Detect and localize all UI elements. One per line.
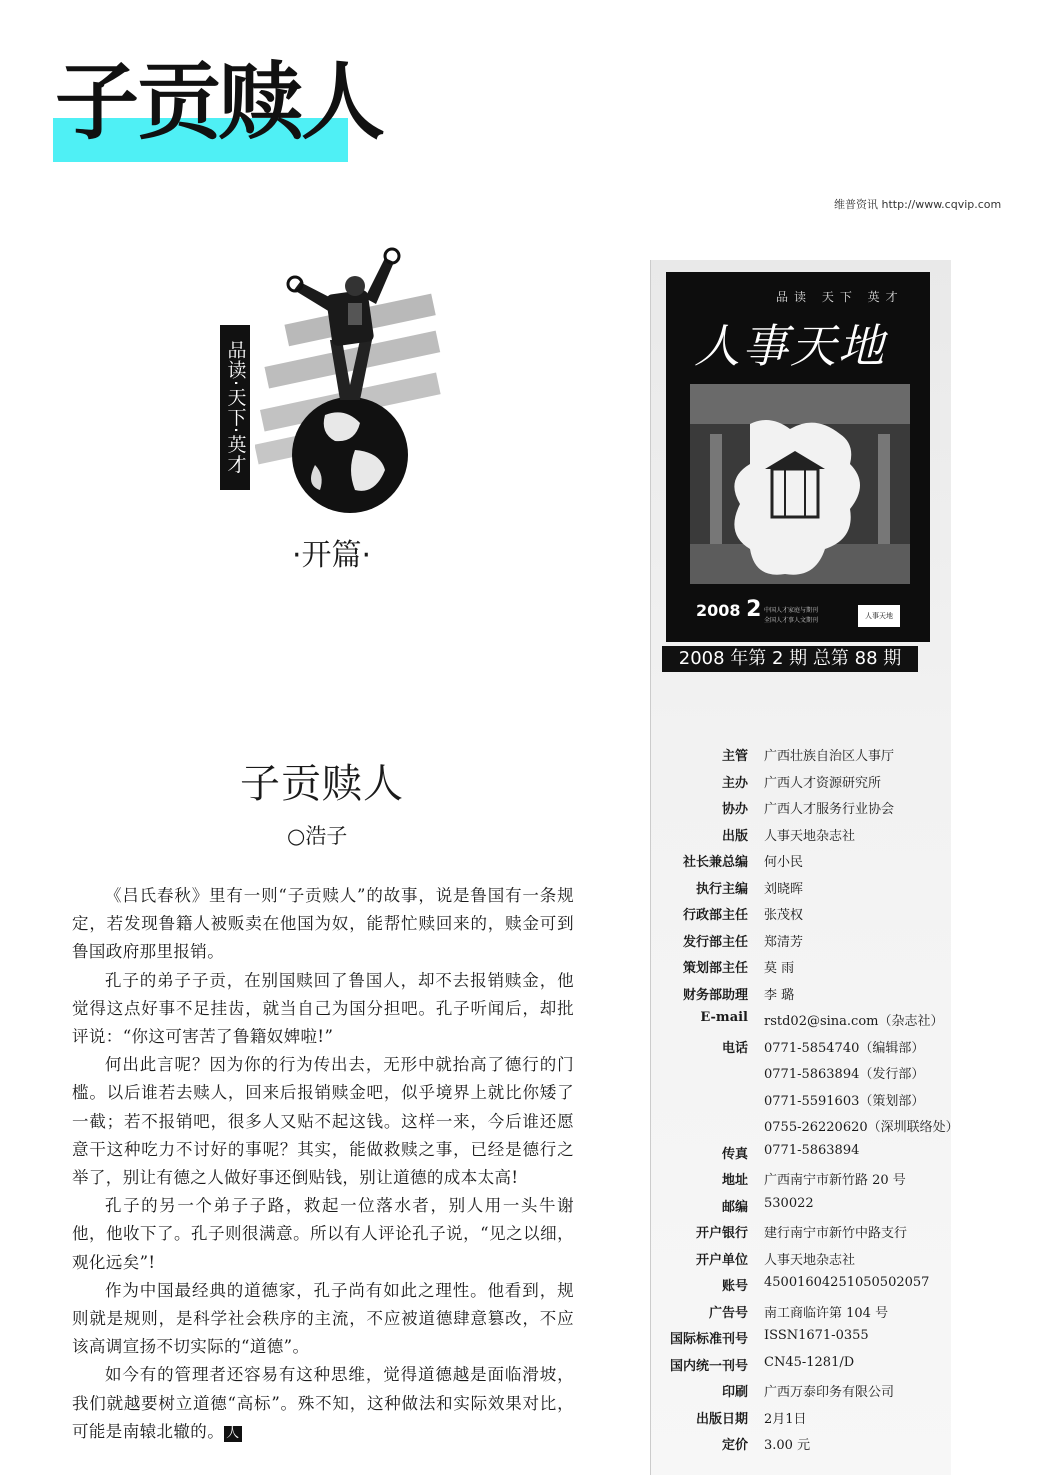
cover-slogan: 品读 天下 英才 (776, 290, 904, 304)
info-value: 2月1日 (764, 1411, 807, 1427)
info-row (0, 1381, 1044, 1407)
info-row (0, 1222, 1044, 1248)
info-label: 印刷 (721, 1385, 748, 1400)
column-name: ·开篇· (292, 538, 372, 573)
cover-issue (696, 597, 761, 622)
info-row (0, 1434, 1044, 1460)
info-value: 广西人才资源研究所 (764, 775, 882, 791)
issue-banner: 2008 年第 2 期 总第 88 期 (662, 646, 918, 672)
cover-publisher-line: 全国人才事人文期刊 (764, 617, 819, 624)
info-value: 广西万泰印务有限公司 (764, 1385, 895, 1400)
info-label: 账号 (721, 1279, 748, 1294)
info-label: 策划部主任 (682, 961, 748, 976)
info-row (0, 1037, 1044, 1063)
info-label: 执行主编 (695, 881, 748, 897)
cover-publisher (764, 606, 818, 626)
info-value: rstd02@sina.com（杂志社） (764, 1014, 944, 1029)
info-value: 3.00 元 (764, 1438, 811, 1453)
paragraph: 孔子的弟子子贡，在别国赎回了鲁国人，却不去报销赎金，他觉得这点好事不足挂齿，就当自己为国分担吧。孔子听闻后，却批评说：“你这可害苦了鲁籍奴婢啦!” (72, 970, 574, 1047)
article-title: 子贡赎人 (240, 761, 404, 807)
info-value: ISSN1671-0355 (764, 1328, 869, 1343)
paragraph: 孔子的另一个弟子子路，救起一位落水者，别人用一头牛谢他，他收下了。孔子则很满意。所以有人评论孔子说，“见之以细，观化远矣”! (72, 1196, 574, 1272)
info-value: 45001604251050502057 (764, 1275, 930, 1290)
info-row (0, 825, 1044, 851)
paragraph: 作为中国最经典的道德家，孔子尚有如此之理性。他看到，规则就是规则，是科学社会秩序的主流，不应被道德肆意篡改，不应该高调宣扬不切实际的“道德”。 (72, 1280, 574, 1357)
info-label: 国内统一刊号 (669, 1358, 748, 1374)
info-label: 出版 (721, 828, 748, 844)
article-author: ○浩子 (287, 824, 348, 848)
info-value: 0771-5863894 (764, 1142, 860, 1158)
info-row (0, 745, 1044, 771)
info-row (0, 1408, 1044, 1434)
info-label: 出版日期 (695, 1411, 748, 1427)
cover-title: 人事天地 (694, 319, 886, 373)
info-value: 0771-5854740（编辑部） (764, 1040, 925, 1056)
info-row (0, 878, 1044, 904)
info-row (0, 1196, 1044, 1222)
info-row (0, 1143, 1044, 1169)
info-row (0, 1063, 1044, 1089)
info-row (0, 984, 1044, 1010)
info-label: 主办 (721, 775, 748, 791)
info-row (0, 1169, 1044, 1195)
info-value: 郑清芳 (764, 934, 804, 950)
info-value: 刘晓晖 (764, 881, 804, 897)
info-value: 广西南宁市新竹路 20 号 (764, 1173, 906, 1188)
info-row (0, 1355, 1044, 1381)
info-value: 广西壮族自治区人事厅 (764, 749, 895, 764)
paragraph: 何出此言呢？因为你的行为传出去，无形中就抬高了德行的门槛。以后谁若去赎人，回来后报销赎金吧，似乎境界上就比你矮了一截；若不报销吧，很多人又贴不起这钱。这样一来，今后谁还愿意干这种吃力不讨好的事呢？其实，能做救赎之事，已经是德行之举了，别让有德之人做好事还倒贴钱，别让道德的成本太高! (72, 1055, 574, 1188)
info-value: CN45-1281/D (764, 1354, 855, 1370)
info-row (0, 1010, 1044, 1036)
info-label: 社长兼总编 (682, 855, 748, 870)
info-row (0, 904, 1044, 930)
info-value: 建行南宁市新竹中路支行 (764, 1226, 908, 1241)
magazine-cover (666, 272, 930, 642)
info-row (0, 772, 1044, 798)
info-label: 主管 (721, 749, 748, 764)
cover-issue-number: 2 (746, 597, 762, 622)
info-value: 南工商临许第 104 号 (764, 1305, 889, 1321)
info-row (0, 851, 1044, 877)
info-label: 发行部主任 (682, 934, 748, 950)
cover-logo: 人事天地 (858, 605, 900, 627)
info-row (0, 1090, 1044, 1116)
info-row (0, 957, 1044, 983)
info-row (0, 1249, 1044, 1275)
info-row (0, 1116, 1044, 1142)
info-label: 广告号 (708, 1305, 748, 1321)
info-label: 地址 (721, 1173, 748, 1188)
info-label: 国际标准刊号 (669, 1332, 748, 1347)
info-value: 0771-5863894（发行部） (764, 1067, 925, 1082)
info-value: 0771-5591603（策划部） (764, 1093, 925, 1109)
info-value: 莫 雨 (764, 961, 795, 976)
info-label: 邮编 (721, 1199, 748, 1215)
globe-figure-illustration (255, 240, 455, 520)
info-value: 张茂权 (764, 908, 804, 923)
info-row (0, 1328, 1044, 1354)
info-value: 人事天地杂志社 (764, 828, 856, 844)
info-label: 传真 (721, 1146, 748, 1162)
watermark: 维普资讯 http://www.cqvip.com (834, 198, 1002, 211)
column-label: 品读·天下·英才 (220, 325, 250, 490)
info-label: E-mail (700, 1010, 748, 1025)
info-row (0, 1302, 1044, 1328)
info-value: 何小民 (764, 855, 804, 870)
info-label: 开户单位 (695, 1252, 748, 1268)
page-header-title: 子贡赎人 (55, 53, 384, 151)
info-value: 0755-26220620（深圳联络处） (764, 1120, 959, 1135)
info-value: 530022 (764, 1195, 814, 1211)
info-label: 行政部主任 (682, 908, 748, 923)
cover-photo-illustration (690, 384, 910, 584)
info-row (0, 1275, 1044, 1301)
info-label: 协办 (721, 802, 748, 817)
end-mark-icon: 人 (226, 1425, 240, 1441)
info-label: 开户银行 (695, 1226, 748, 1241)
info-row (0, 931, 1044, 957)
info-label: 财务部助理 (682, 987, 748, 1003)
paragraph-text: 如今有的管理者还容易有这种思维，觉得道德越是面临滑坡，我们就越要树立道德“高标”。殊不知，这种做法和实际效果对比，可能是南辕北辙的。 (72, 1365, 574, 1441)
info-label: 定价 (721, 1438, 748, 1453)
info-value: 人事天地杂志社 (764, 1252, 856, 1268)
info-label: 电话 (721, 1040, 748, 1056)
cover-publisher-line: 中国人才家庭与期刊 (764, 607, 819, 614)
info-value: 广西人才服务行业协会 (764, 802, 895, 817)
paragraph: 《吕氏春秋》里有一则“子贡赎人”的故事，说是鲁国有一条规定，若发现鲁籍人被贩卖在他国为奴，能帮忙赎回来的，赎金可到鲁国政府那里报销。 (72, 886, 574, 962)
info-row (0, 798, 1044, 824)
info-value: 李 璐 (764, 987, 795, 1003)
cover-issue-year: 2008 (696, 601, 741, 620)
